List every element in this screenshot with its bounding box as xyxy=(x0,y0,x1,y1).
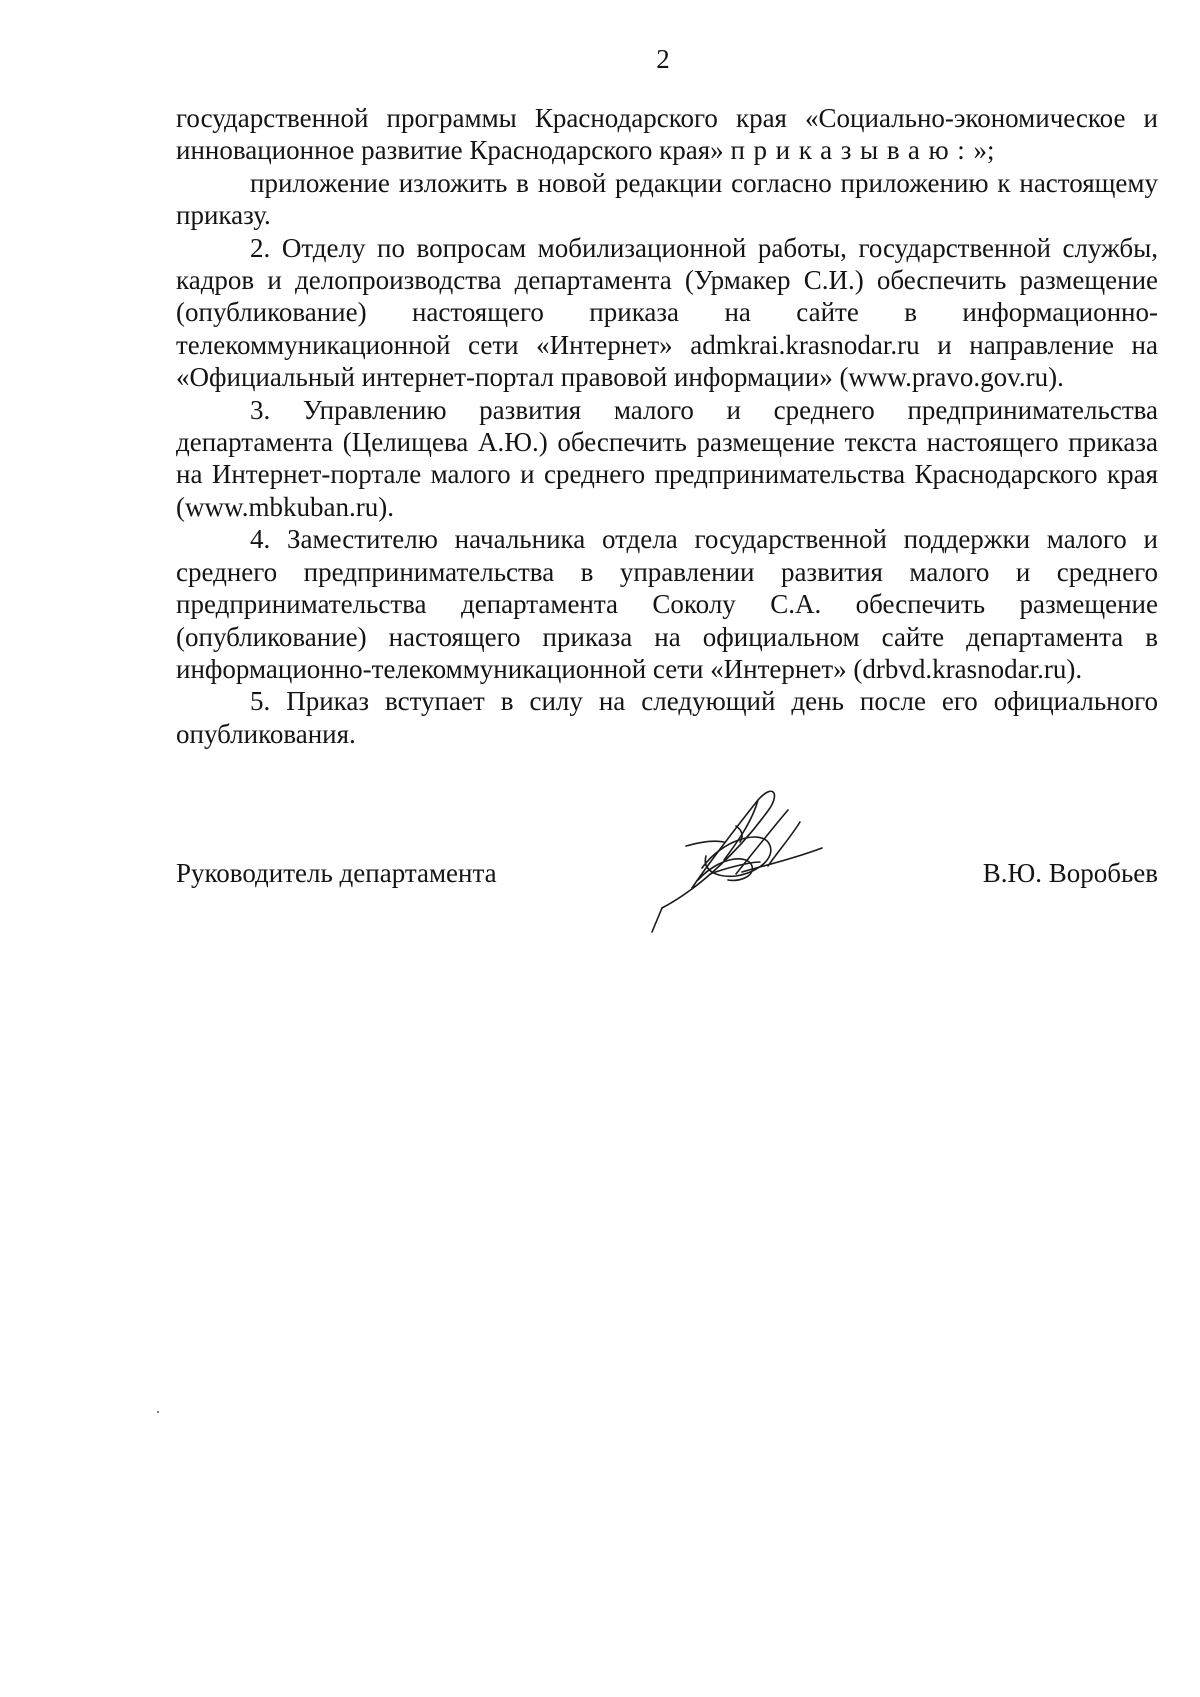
paragraph-intro-text: государственной программы Краснодарского края «Социально-экономическое и инновационное развитие Краснодарского края» xyxy=(176,103,1158,166)
paragraph-intro-tail: »; xyxy=(973,135,995,166)
signatory-position: Руководитель департамента xyxy=(176,858,497,888)
paragraph-item-5: 5. Приказ вступает в силу на следующий день после его официального опубликования. xyxy=(176,686,1158,749)
signatory-name: В.Ю. Воробьев xyxy=(982,858,1158,888)
paragraph-item-3: 3. Управлению развития малого и среднего предпринимательства департамента (Целищева А.Ю.) обеспечить размещение текста настоящего приказа на Интернет-портале малого и среднего предпринимательства Краснодарского края (www.mbkuban.ru). xyxy=(176,394,1158,522)
paragraph-appendix: приложение изложить в новой редакции согласно приложению к настоящему приказу. xyxy=(176,167,1158,231)
document-body xyxy=(176,102,1158,750)
page-number: 2 xyxy=(656,44,670,74)
scan-speck xyxy=(157,1411,159,1413)
paragraph-item-2: 2. Отделу по вопросам мобилизационной работы, государственной службы, кадров и делопроизводства департамента (Урмакер С.И.) обеспечить размещение (опубликование) настоящего приказа на сайте в информационно-телекоммуникационной сети «Интернет» admkrai.krasnodar.ru и направление на «Официальный интернет-портал правовой информации» (www.pravo.gov.ru). xyxy=(176,232,1158,393)
paragraph-item-4: 4. Заместителю начальника отдела государственной поддержки малого и среднего предпринимательства в управлении развития малого и среднего предпринимательства департамента Соколу С.А. обеспечить размещение (опубликование) настоящего приказа на официальном сайте департамента в информационно-телекоммуникационной сети «Интернет» (drbvd.krasnodar.ru). xyxy=(176,524,1158,684)
order-word: приказываю: xyxy=(730,135,974,166)
paragraph-intro xyxy=(176,102,1158,167)
handwritten-signature xyxy=(640,770,890,940)
